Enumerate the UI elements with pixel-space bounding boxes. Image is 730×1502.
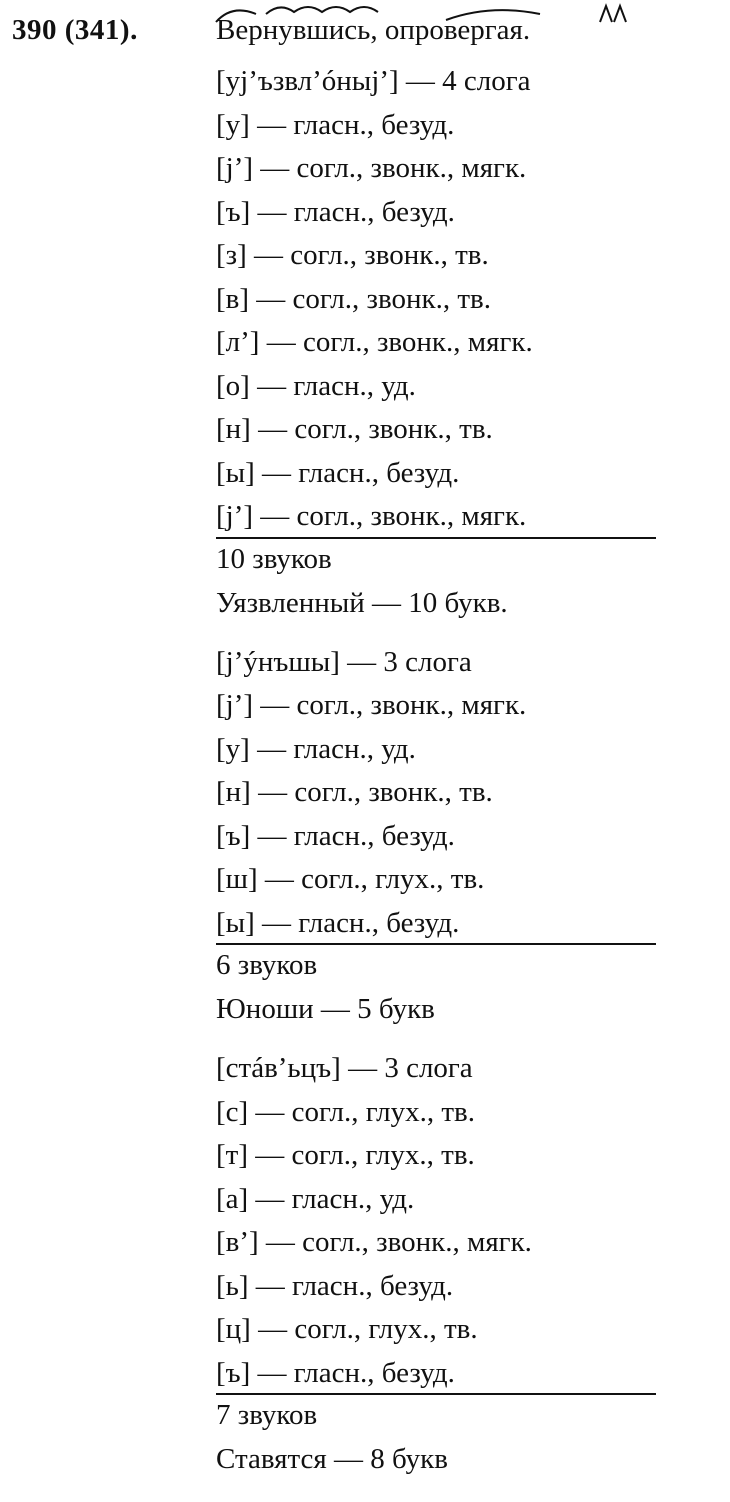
letter-count: Уязвленный — 10 букв. — [216, 586, 508, 619]
sound-line: [в] — согл., звонк., тв. — [216, 282, 491, 315]
word-analysis-block — [216, 1047, 686, 1483]
sound-line: [л’] — согл., звонк., мягк. — [216, 326, 533, 358]
sound-line: [о] — гласн., уд. — [216, 369, 416, 402]
exercise-header: Вернувшись, опровергая. — [216, 14, 531, 46]
word-analysis-block — [216, 641, 686, 1034]
sound-line: [а] — гласн., уд. — [216, 1182, 415, 1215]
sound-line: [j’] — согл., звонк., мягк. — [216, 495, 656, 539]
sound-line: [у] — гласн., безуд. — [216, 108, 455, 141]
sound-line: [ь] — гласн., безуд. — [216, 1269, 454, 1302]
block-gap — [216, 1033, 686, 1047]
sound-line: [в’] — согл., звонк., мягк. — [216, 1226, 532, 1258]
sound-line: [j’] — согл., звонк., мягк. — [216, 689, 527, 721]
transcription-line: [j’ýнъшы] — 3 слога — [216, 645, 472, 678]
sound-line: [у] — гласн., уд. — [216, 732, 416, 765]
letter-count: Ставятся — 8 букв — [216, 1443, 448, 1475]
sound-line: [н] — согл., звонк., тв. — [216, 413, 493, 445]
exercise-number: 390 (341). — [12, 14, 138, 46]
sound-line: [ы] — гласн., безуд. — [216, 456, 460, 489]
sound-line: [j’] — согл., звонк., мягк. — [216, 152, 527, 184]
word-analysis-block — [216, 60, 686, 627]
sound-line: [ц] — согл., глух., тв. — [216, 1313, 478, 1345]
phonetic-analysis — [216, 60, 686, 1483]
suffix-mark — [600, 6, 626, 22]
letter-count: Юноши — 5 букв — [216, 993, 435, 1025]
sound-line: [ъ] — гласн., безуд. — [216, 1352, 656, 1396]
transcription-line: [уj’ъзвл’óныj’] — 4 слога — [216, 65, 531, 97]
sound-count: 7 звуков — [216, 1399, 318, 1431]
sound-line: [н] — согл., звонк., тв. — [216, 776, 493, 808]
sound-line: [ы] — гласн., безуд. — [216, 902, 656, 946]
sound-count: 6 звуков — [216, 949, 318, 981]
sound-line: [ъ] — гласн., безуд. — [216, 195, 455, 228]
sound-line: [з] — согл., звонк., тв. — [216, 239, 489, 271]
sound-line: [с] — согл., глух., тв. — [216, 1095, 475, 1128]
sound-count: 10 звуков — [216, 542, 332, 575]
sound-line: [ъ] — гласн., безуд. — [216, 819, 455, 852]
sound-line: [ш] — согл., глух., тв. — [216, 863, 485, 895]
block-gap — [216, 627, 686, 641]
root-mark — [266, 7, 378, 14]
sound-line: [т] — согл., глух., тв. — [216, 1139, 475, 1171]
transcription-line: [стáв’ьцъ] — 3 слога — [216, 1052, 473, 1084]
